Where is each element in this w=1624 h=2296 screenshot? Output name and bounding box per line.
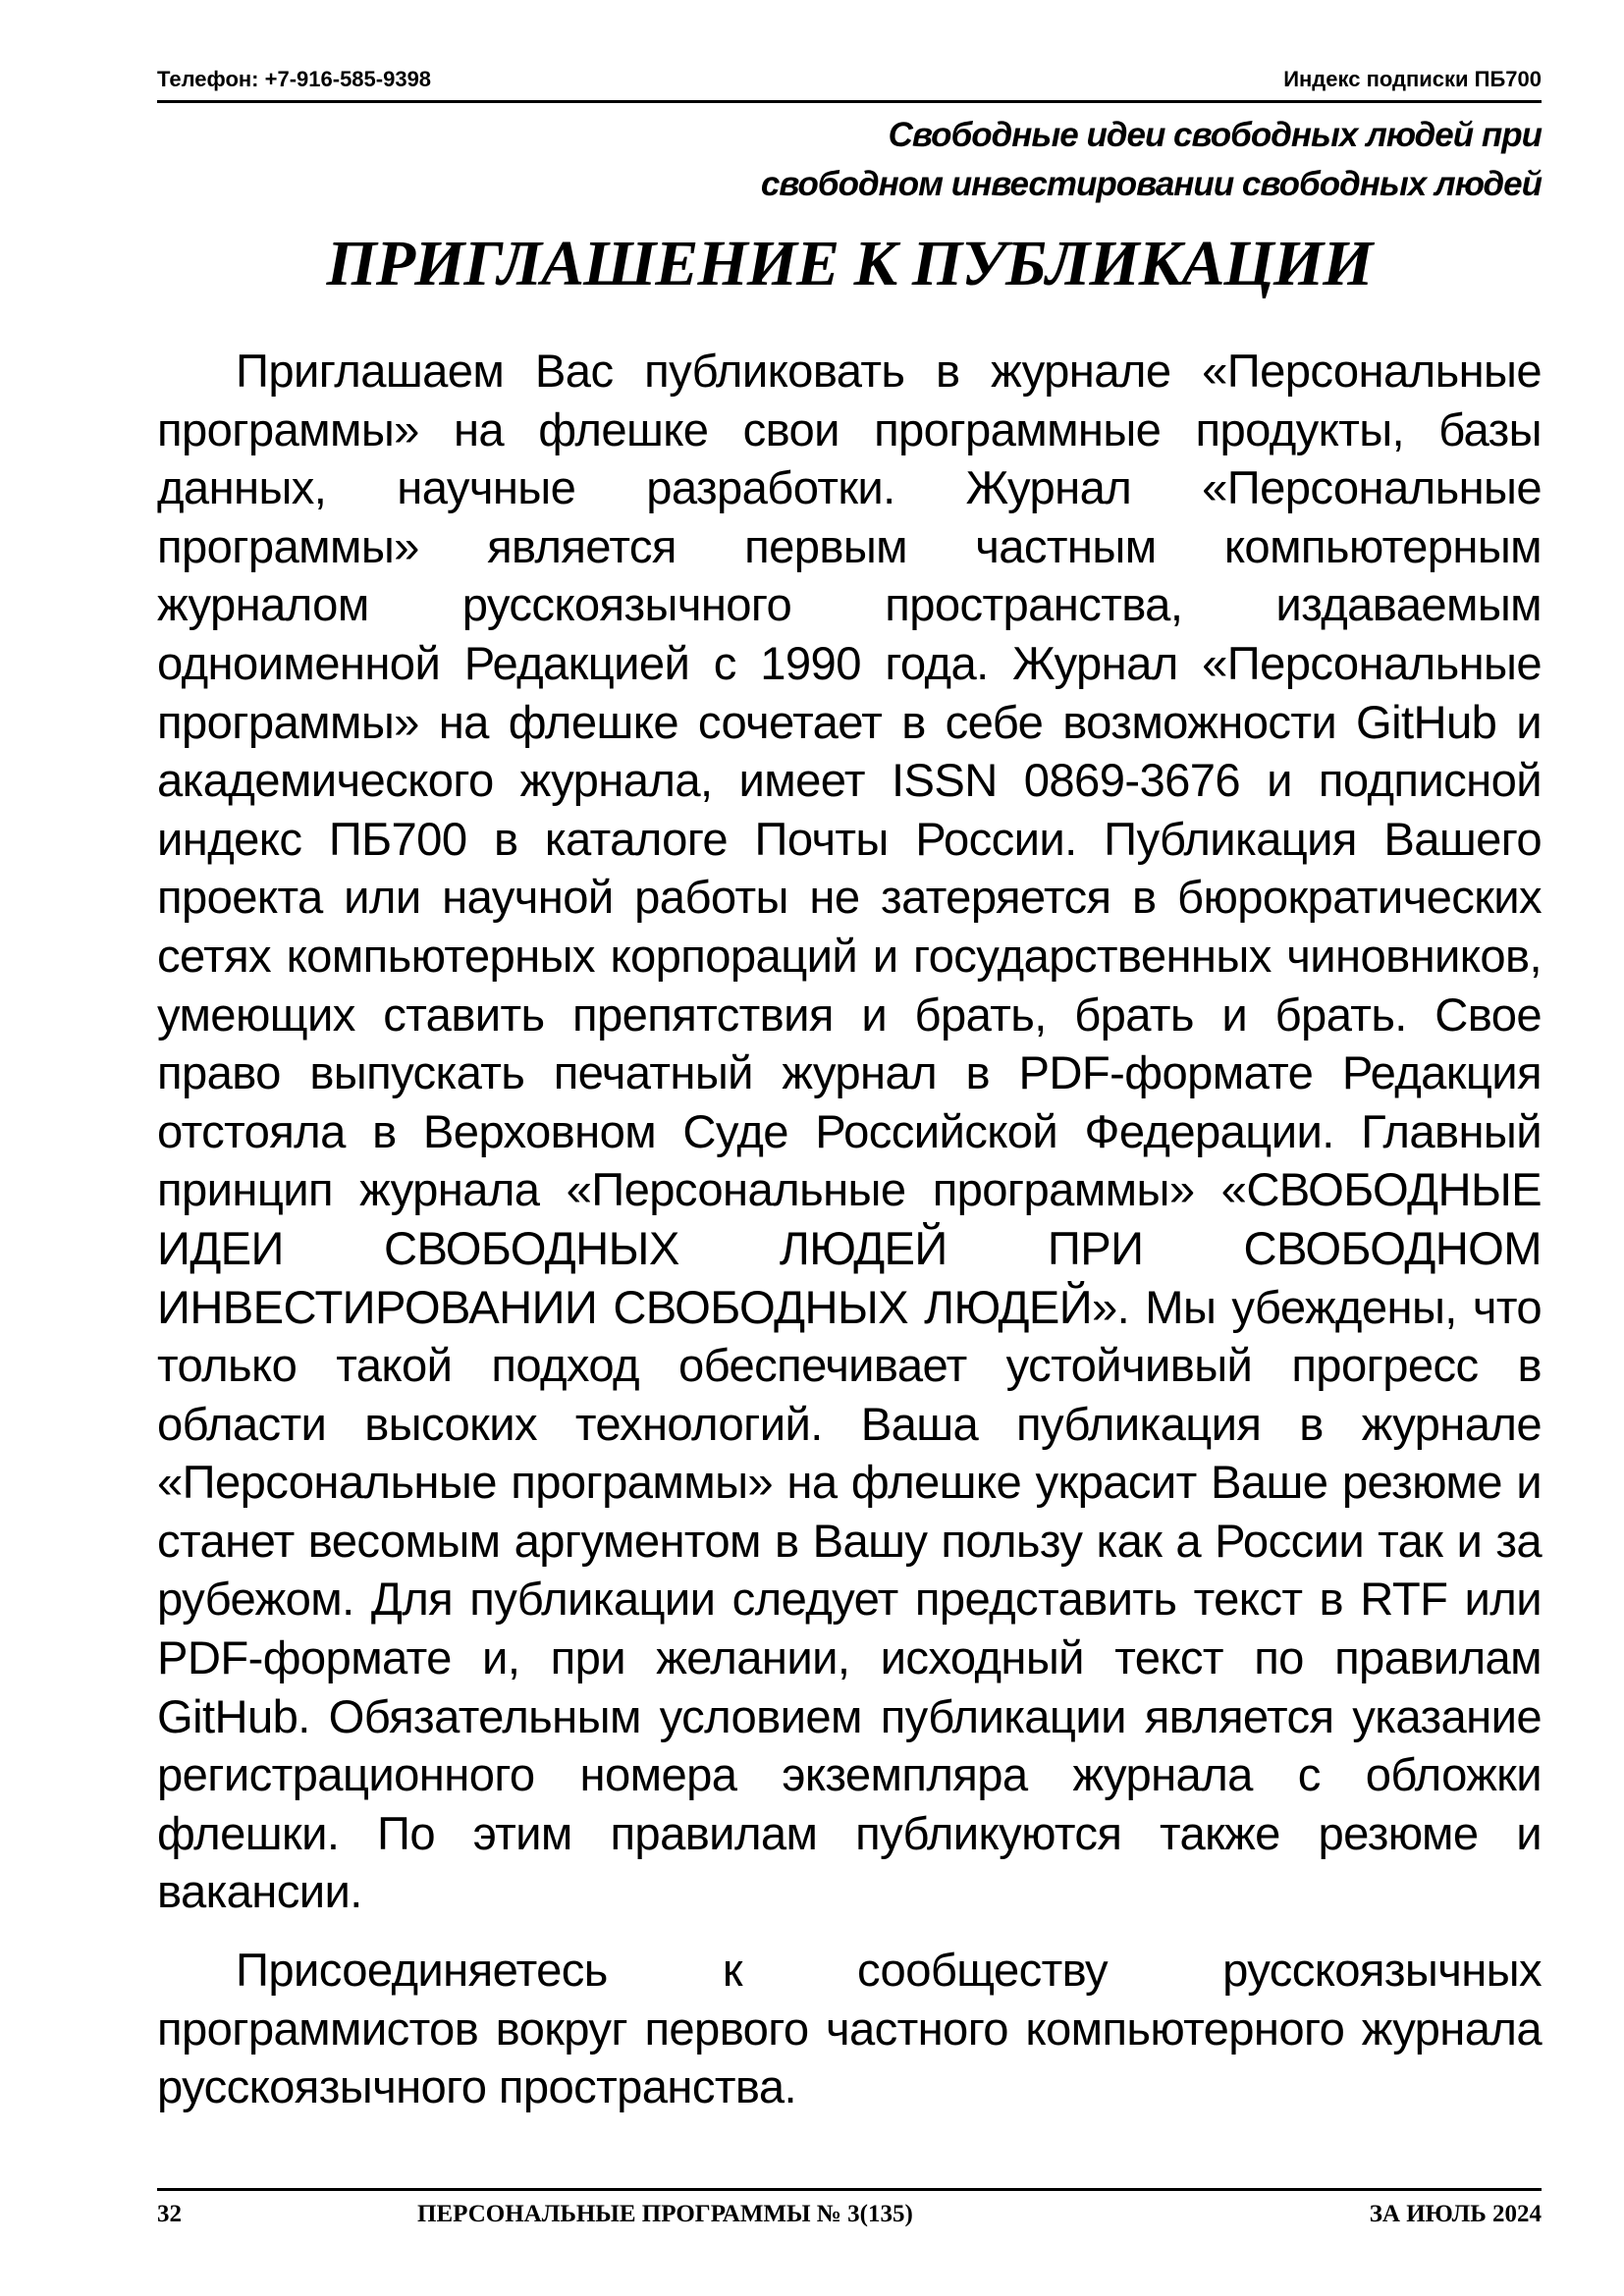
page-number: 32: [157, 2201, 182, 2227]
motto-line-2: свободном инвестировании свободных людей: [760, 165, 1542, 203]
motto-line-1: Свободные идеи свободных людей при: [888, 116, 1542, 154]
page-header: [157, 59, 1542, 103]
page-footer: [157, 2188, 1542, 2238]
motto: [157, 111, 1542, 209]
header-subscription-index: Индекс подписки ПБ700: [1283, 67, 1542, 91]
paragraph-2: Присоединяетесь к сообществу русскоязычных программистов вокруг первого частного компьютерного журнала русскоязычного пространства.: [157, 1945, 1542, 2114]
page-title: ПРИГЛАШЕНИЕ К ПУБЛИКАЦИИ: [326, 228, 1373, 299]
journal-issue: ПЕРСОНАЛЬНЫЕ ПРОГРАММЫ № 3(135): [417, 2201, 913, 2227]
paragraph-1: Приглашаем Вас публиковать в журнале «Персональные программы» на флешке свои программные продукты, базы данных, научные разработки. Журнал «Персональные программы» является первым частным компьютерным журналом русскоязычного пространства, издаваемым одноименной Редакцией с 1990 года. Журнал «Персональные программы» на флешке сочетает в себе возможности GitHub и академического журнала, имеет ISSN 0869-3676 и подписной индекс ПБ700 в каталоге Почты России. Публикация Вашего проекта или научной работы не затеряется в бюрократических сетях компьютерных корпораций и государственных чиновников, умеющих ставить препятствия и брать, брать и брать. Свое право выпускать печатный журнал в PDF-формате Редакция отстояла в Верховном Суде Российской Федерации. Главный принцип журнала «Персональные программы» «СВОБОДНЫЕ ИДЕИ СВОБОДНЫХ ЛЮДЕЙ ПРИ СВОБОДНОМ ИНВЕСТИРОВАНИИ СВОБОДНЫХ ЛЮДЕЙ». Мы убеждены, что только такой подход обеспечивает устойчивый прогресс в области высоких технологий. Ваша публикация в журнале «Персональные программы» на флешке украсит Ваше резюме и станет весомым аргументом в Вашу пользу как а России так и за рубежом. Для публикации следует представить текст в RTF или PDF-формате и, при желании, исходный текст по правилам GitHub. Обязательным условием публикации является указание регистрационного номера экземпляра журнала с обложки флешки. По этим правилам публикуются также резюме и вакансии.: [157, 346, 1542, 1919]
issue-date: ЗА ИЮЛЬ 2024: [1369, 2201, 1542, 2227]
document-page: [157, 59, 1542, 2238]
header-phone: Телефон: +7-916-585-9398: [157, 67, 432, 91]
article-body: [157, 343, 1542, 2117]
